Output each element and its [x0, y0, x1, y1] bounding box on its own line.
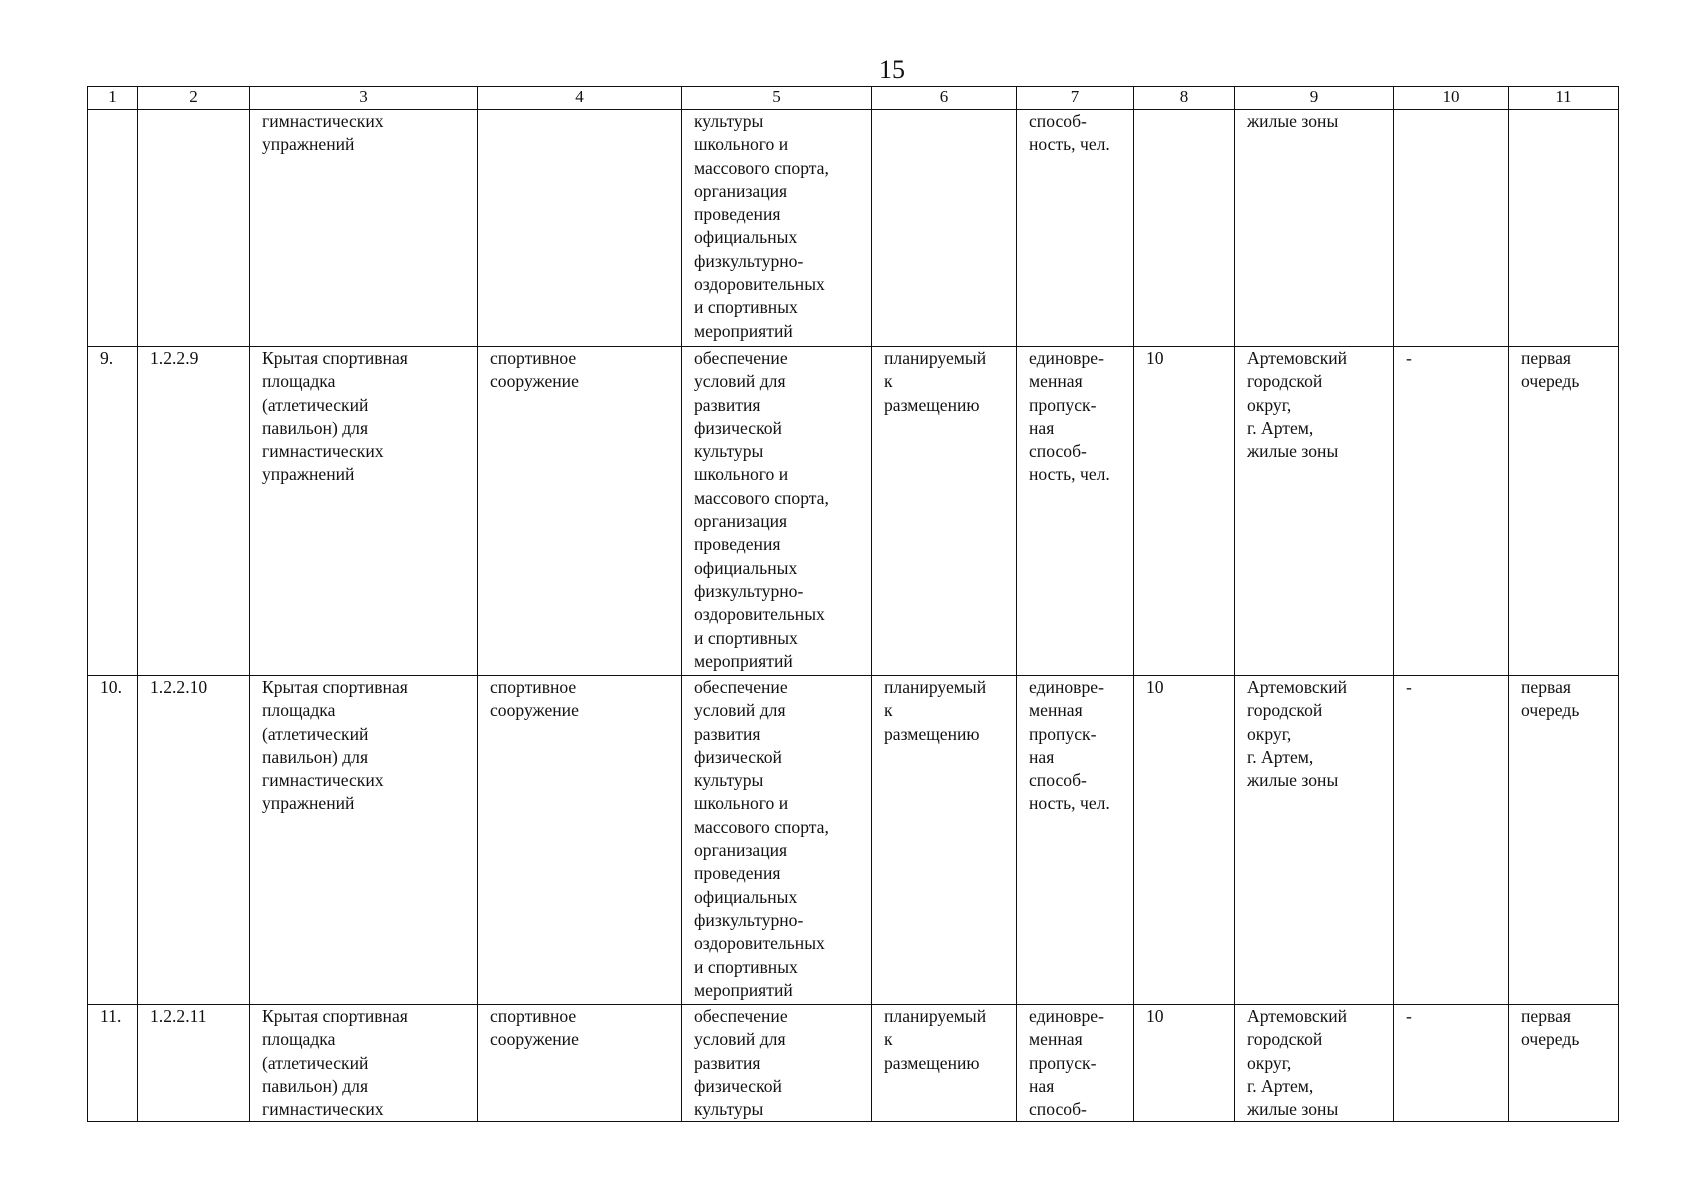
characteristic-cell: единовре- менная пропуск- ная способ- [1017, 1005, 1134, 1122]
characteristic-cell: единовре- менная пропуск- ная способ- ность, чел. [1017, 347, 1134, 676]
column-header: 4 [478, 87, 682, 110]
object-type-cell [478, 110, 682, 347]
column-header: 11 [1509, 87, 1619, 110]
stage-cell: первая очередь [1509, 1005, 1619, 1122]
column-header: 9 [1235, 87, 1394, 110]
stage-cell [1509, 110, 1619, 347]
row-number-cell [88, 110, 138, 347]
object-name-cell: Крытая спортивная площадка (атлетический павильон) для гимнастических упражнений [250, 676, 478, 1005]
row-number-cell: 10. [88, 676, 138, 1005]
table-row [88, 110, 1619, 347]
value-cell: 10 [1134, 347, 1235, 676]
stage-cell: первая очередь [1509, 676, 1619, 1005]
column-header: 1 [88, 87, 138, 110]
zone-cell [1394, 110, 1509, 347]
column-header: 3 [250, 87, 478, 110]
object-name-cell: Крытая спортивная площадка (атлетический павильон) для гимнастических упражнений [250, 347, 478, 676]
purpose-cell: обеспечение условий для развития физической культуры школьного и массового спорта, организация проведения официальных физкультурно- оздоровительных и спортивных мероприятий [682, 676, 872, 1005]
code-cell: 1.2.2.11 [138, 1005, 250, 1122]
location-cell: Артемовский городской округ, г. Артем, жилые зоны [1235, 1005, 1394, 1122]
zone-cell: - [1394, 1005, 1509, 1122]
page-number [0, 56, 1691, 84]
data-table [87, 86, 1619, 1122]
value-cell [1134, 110, 1235, 347]
status-cell: планируемый к размещению [872, 676, 1017, 1005]
value-cell: 10 [1134, 676, 1235, 1005]
zone-cell: - [1394, 347, 1509, 676]
status-cell: планируемый к размещению [872, 1005, 1017, 1122]
object-type-cell: спортивное сооружение [478, 347, 682, 676]
location-cell: Артемовский городской округ, г. Артем, жилые зоны [1235, 347, 1394, 676]
purpose-cell: обеспечение условий для развития физической культуры [682, 1005, 872, 1122]
code-cell: 1.2.2.10 [138, 676, 250, 1005]
table-row [88, 347, 1619, 676]
stage-cell: первая очередь [1509, 347, 1619, 676]
purpose-cell: культуры школьного и массового спорта, организация проведения официальных физкультурно- оздоровительных и спортивных мероприятий [682, 110, 872, 347]
location-cell: Артемовский городской округ, г. Артем, жилые зоны [1235, 676, 1394, 1005]
column-header: 8 [1134, 87, 1235, 110]
table-row [88, 676, 1619, 1005]
object-type-cell: спортивное сооружение [478, 1005, 682, 1122]
row-number-cell: 9. [88, 347, 138, 676]
page-number-text: 15 [879, 55, 905, 84]
purpose-cell: обеспечение условий для развития физической культуры школьного и массового спорта, организация проведения официальных физкультурно- оздоровительных и спортивных мероприятий [682, 347, 872, 676]
value-cell: 10 [1134, 1005, 1235, 1122]
table-header-row [88, 87, 1619, 110]
characteristic-cell: единовре- менная пропуск- ная способ- ность, чел. [1017, 676, 1134, 1005]
column-header: 5 [682, 87, 872, 110]
status-cell: планируемый к размещению [872, 347, 1017, 676]
object-name-cell: Крытая спортивная площадка (атлетический павильон) для гимнастических [250, 1005, 478, 1122]
object-name-cell: гимнастических упражнений [250, 110, 478, 347]
row-number-cell: 11. [88, 1005, 138, 1122]
characteristic-cell: способ- ность, чел. [1017, 110, 1134, 347]
column-header: 2 [138, 87, 250, 110]
column-header: 6 [872, 87, 1017, 110]
status-cell [872, 110, 1017, 347]
location-cell: жилые зоны [1235, 110, 1394, 347]
code-cell [138, 110, 250, 347]
code-cell: 1.2.2.9 [138, 347, 250, 676]
column-header: 10 [1394, 87, 1509, 110]
object-type-cell: спортивное сооружение [478, 676, 682, 1005]
zone-cell: - [1394, 676, 1509, 1005]
column-header: 7 [1017, 87, 1134, 110]
table-row [88, 1005, 1619, 1122]
